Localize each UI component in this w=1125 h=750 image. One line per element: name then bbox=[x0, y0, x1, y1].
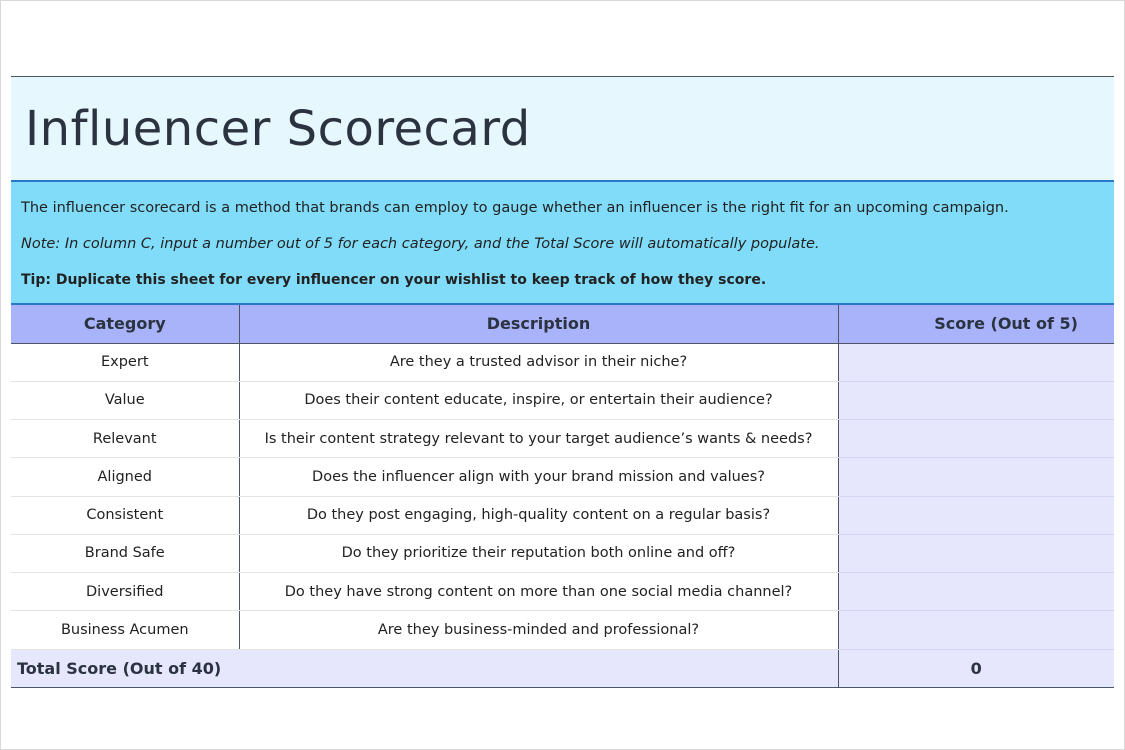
category-cell[interactable]: Diversified bbox=[11, 573, 239, 611]
info-band bbox=[11, 180, 1114, 305]
category-cell[interactable]: Aligned bbox=[11, 458, 239, 496]
score-input-cell[interactable] bbox=[838, 458, 1114, 496]
header-row bbox=[11, 305, 1114, 343]
scorecard-table bbox=[11, 305, 1114, 688]
header-category[interactable]: Category bbox=[11, 305, 239, 343]
table-row bbox=[11, 381, 1114, 419]
score-input-cell[interactable] bbox=[838, 420, 1114, 458]
table-row bbox=[11, 573, 1114, 611]
note-text: Note: In column C, input a number out of 5 for each category, and the Total Score will automatically populate. bbox=[21, 236, 820, 252]
score-input-cell[interactable] bbox=[838, 496, 1114, 534]
score-input-cell[interactable] bbox=[838, 381, 1114, 419]
description-cell[interactable]: Do they post engaging, high-quality content on a regular basis? bbox=[239, 496, 838, 534]
category-cell[interactable]: Expert bbox=[11, 343, 239, 381]
title-band bbox=[11, 76, 1114, 180]
total-score-label[interactable]: Total Score (Out of 40) bbox=[11, 649, 838, 687]
description-cell[interactable]: Do they have strong content on more than one social media channel? bbox=[239, 573, 838, 611]
description-cell[interactable]: Does the influencer align with your brand mission and values? bbox=[239, 458, 838, 496]
header-description[interactable]: Description bbox=[239, 305, 838, 343]
total-row bbox=[11, 649, 1114, 687]
description-cell[interactable]: Do they prioritize their reputation both online and off? bbox=[239, 534, 838, 572]
tip-text: Tip: Duplicate this sheet for every influencer on your wishlist to keep track of how they score. bbox=[21, 272, 767, 288]
description-text: The influencer scorecard is a method that brands can employ to gauge whether an influencer is the right fit for an upcoming campaign. bbox=[21, 200, 1009, 216]
total-score-value[interactable]: 0 bbox=[838, 649, 1114, 687]
score-input-cell[interactable] bbox=[838, 343, 1114, 381]
scorecard-sheet bbox=[11, 76, 1114, 688]
table-row bbox=[11, 534, 1114, 572]
description-cell[interactable]: Are they a trusted advisor in their niche? bbox=[239, 343, 838, 381]
score-input-cell[interactable] bbox=[838, 611, 1114, 649]
table-row bbox=[11, 343, 1114, 381]
category-cell[interactable]: Value bbox=[11, 381, 239, 419]
description-cell[interactable]: Does their content educate, inspire, or entertain their audience? bbox=[239, 381, 838, 419]
description-cell[interactable]: Are they business-minded and professional? bbox=[239, 611, 838, 649]
table-row bbox=[11, 458, 1114, 496]
category-cell[interactable]: Consistent bbox=[11, 496, 239, 534]
category-cell[interactable]: Relevant bbox=[11, 420, 239, 458]
table-row bbox=[11, 496, 1114, 534]
score-input-cell[interactable] bbox=[838, 573, 1114, 611]
table-row bbox=[11, 611, 1114, 649]
category-cell[interactable]: Business Acumen bbox=[11, 611, 239, 649]
description-cell[interactable]: Is their content strategy relevant to your target audience’s wants & needs? bbox=[239, 420, 838, 458]
score-input-cell[interactable] bbox=[838, 534, 1114, 572]
category-cell[interactable]: Brand Safe bbox=[11, 534, 239, 572]
page-title: Influencer Scorecard bbox=[25, 100, 531, 157]
table-row bbox=[11, 420, 1114, 458]
header-score[interactable]: Score (Out of 5) bbox=[838, 305, 1114, 343]
